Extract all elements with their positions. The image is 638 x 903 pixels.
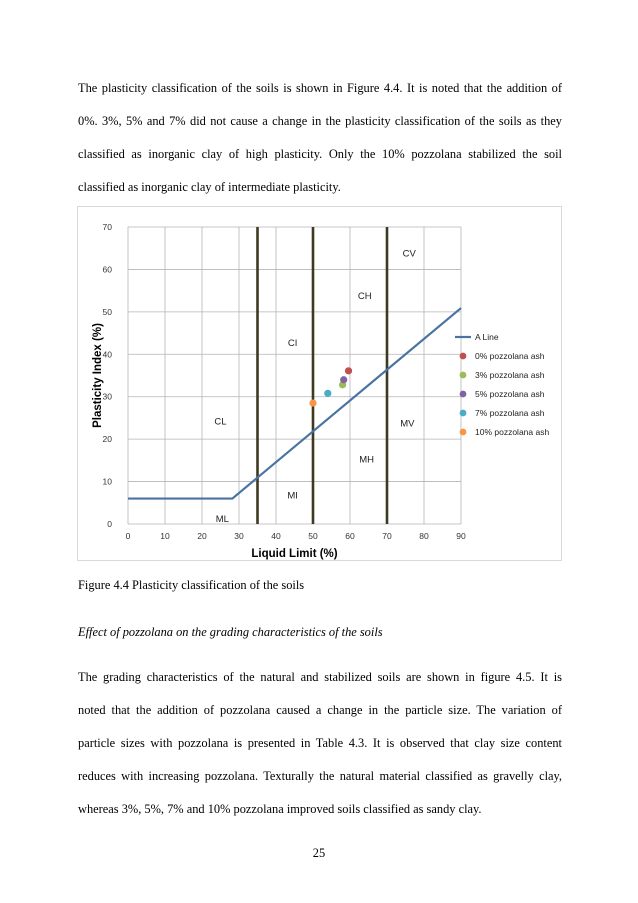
x-tick-label: 0 — [125, 531, 131, 541]
x-tick-label: 60 — [345, 531, 355, 541]
y-tick-label: 70 — [102, 222, 112, 232]
text-line: 0%. 3%, 5% and 7% did not cause a change in the plasticity classification of the soils as they — [78, 114, 562, 128]
legend-swatch — [460, 391, 467, 398]
paragraph-grading — [78, 661, 562, 826]
region-label: MI — [287, 490, 298, 502]
text-line: The grading characteristics of the natural and stabilized soils are shown in figure 4.5. It is — [78, 670, 562, 684]
paragraph-plasticity — [78, 72, 562, 204]
region-label: CV — [402, 248, 416, 260]
data-point — [309, 399, 316, 406]
legend-label-a-line: A Line — [475, 332, 499, 342]
legend-swatch — [460, 353, 467, 360]
region-label: MV — [400, 418, 415, 430]
x-tick-label: 20 — [197, 531, 207, 541]
data-point — [324, 390, 331, 397]
data-point — [345, 367, 352, 374]
region-label: ML — [215, 513, 229, 525]
y-tick-label: 60 — [102, 264, 112, 275]
y-tick-label: 0 — [107, 519, 112, 529]
region-label: CI — [287, 337, 298, 349]
region-label: MH — [359, 454, 375, 466]
y-tick-label: 20 — [102, 434, 112, 445]
text-line: particle sizes with pozzolana is presented in Table 4.3. It is observed that clay size content — [78, 736, 562, 750]
y-tick-label: 50 — [102, 306, 112, 317]
legend-label: 10% pozzolana ash — [475, 427, 550, 437]
text-line: reduces with increasing pozzolana. Texturally the natural material classified as gravelly clay, — [78, 769, 562, 783]
y-axis-title: Plasticity Index (%) — [92, 323, 104, 428]
plasticity-chart-svg — [77, 206, 562, 561]
legend-swatch — [460, 372, 467, 379]
legend-swatch — [460, 410, 467, 417]
y-tick-label: 30 — [102, 391, 112, 402]
x-tick-label: 10 — [160, 531, 170, 541]
region-label: CH — [357, 291, 372, 303]
legend-label: 5% pozzolana ash — [475, 389, 545, 399]
text-line: classified as inorganic clay of intermediate plasticity. — [78, 180, 341, 194]
legend-label: 3% pozzolana ash — [475, 370, 545, 380]
legend-label: 0% pozzolana ash — [475, 351, 545, 361]
x-tick-label: 40 — [271, 531, 281, 541]
figure-caption: Figure 4.4 Plasticity classification of the soils — [78, 578, 305, 592]
x-axis-title: Liquid Limit (%) — [251, 548, 338, 560]
y-tick-label: 40 — [102, 349, 112, 360]
section-heading: Effect of pozzolana on the grading characteristics of the soils — [78, 625, 383, 639]
text-line: noted that the addition of pozzolana caused a change in the particle size. The variation of — [78, 703, 562, 717]
chart-border — [78, 207, 562, 561]
legend-swatch — [460, 429, 467, 436]
region-label: CL — [214, 416, 227, 428]
legend-label: 7% pozzolana ash — [475, 408, 545, 418]
text-line: The plasticity classification of the soils is shown in Figure 4.4. It is noted that the addition of — [78, 81, 562, 95]
text-line: classified as inorganic clay of high plasticity. Only the 10% pozzolana stabilized the soil — [78, 147, 562, 161]
x-tick-label: 50 — [308, 531, 318, 541]
data-point — [340, 376, 347, 383]
x-tick-label: 90 — [456, 531, 466, 541]
page-number: 25 — [312, 846, 326, 860]
plasticity-chart — [77, 206, 562, 561]
y-tick-label: 10 — [102, 476, 112, 487]
x-tick-label: 30 — [234, 531, 244, 541]
x-tick-label: 80 — [419, 531, 429, 541]
x-tick-label: 70 — [382, 531, 392, 541]
text-line: whereas 3%, 5%, 7% and 10% pozzolana improved soils classified as sandy clay. — [78, 802, 482, 816]
